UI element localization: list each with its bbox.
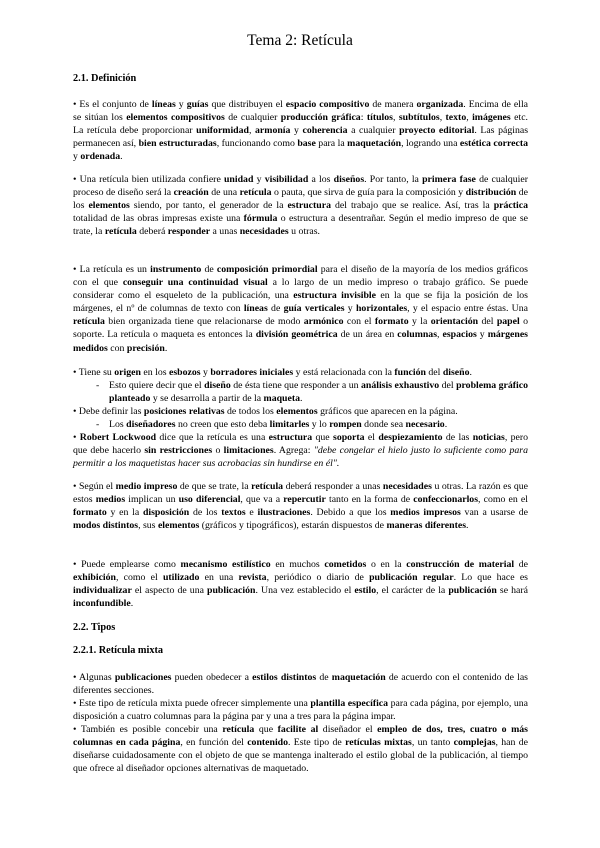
paragraph: • La retícula es un instrumento de composición primordial para el diseño de la mayoría de los medios gráficos con el que conseguir una continuidad visual a lo largo de un medio impreso o trabajo gráfico. Se puede considerar como el esqueleto de la publicación, una estructura invisible en la que se fija la posición de los márgenes, el nº de columnas de texto con líneas de guía verticales y horizontales, y el espacio entre éstas. Una retícula bien organizada tiene que relacionarse de modo armónico con el formato y la orientación del papel o soporte. La retícula o maqueta es entonces la división geométrica de un área en columnas, espacios y márgenes medidos con precisión. [73,264,528,354]
paragraph: • Tiene su origen en los esbozos y borradores iniciales y está relacionada con la función del diseño. [73,367,472,378]
paragraph: • Algunas publicaciones pueden obedecer a estilos distintos de maquetación de acuerdo con el contenido de las diferentes secciones. [73,672,528,697]
paragraph: • Este tipo de retícula mixta puede ofrecer simplemente una plantilla específica para cada página, por ejemplo, una disposición a cuatro columnas para la página par y una a tres para la página impar. [73,698,528,723]
paragraph: • Robert Lockwood dice que la retícula es una estructura que soporta el despiezamiento de las noticias, pero que debe hacerlo sin restricciones o limitaciones. Agrega: "debe congelar el hielo justo lo suficiente como para permitir a los maquetistas hacer sus acrobacias sin hundirse en él". [73,432,529,470]
paragraph: • Una retícula bien utilizada confiere unidad y visibilidad a los diseños. Por tanto, la primera fase de cualquier proceso de diseño será la creación de una retícula o pauta, que sirva de guía para la composición y distribución de los elementos siendo, por tanto, el generador de la estructura del trabajo que se realice. Así, tras la práctica totalidad de las obras impresas existe una fórmula o estructura a desentrañar. Según el medio impreso de que se trate, la retícula deberá responder a unas necesidades u otras. [73,174,528,238]
paragraph: • Puede emplearse como mecanismo estilístico en muchos cometidos o en la construcción de material de exhibición, como el utilizado en una revista, periódico o diario de publicación regular. Lo que hace es individualizar el aspecto de una publicación. Una vez establecido el estilo, el carácter de la publicación se hará inconfundible. [73,559,528,610]
paragraph: • Según el medio impreso de que se trate, la retícula deberá responder a unas necesidades u otras. La razón es que estos medios implican un uso diferencial, que va a repercutir tanto en la forma de confeccionarlos, como en el formato y en la disposición de los textos e ilustraciones. Debido a que los medios impresos van a usarse de modos distintos, sus elementos (gráficos y tipográficos), estarán dispuestos de maneras diferentes. [73,481,529,532]
paragraph: • Es el conjunto de líneas y guías que distribuyen el espacio compositivo de manera organizada. Encima de ella se sitúan los elementos compositivos de cualquier producción gráfica: títulos, subtítulos, texto, imágenes etc. La retícula debe proporcionar uniformidad, armonía y coherencia a cualquier proyecto editorial. Las páginas permanecen así, bien estructuradas, funcionando como base para la maquetación, logrando una estética correcta y ordenada. [73,99,529,163]
paragraph: • Debe definir las posiciones relativas de todos los elementos gráficos que aparecen en la página. [73,406,458,417]
page-title: Tema 2: Retícula [247,32,353,49]
section-heading-tipos: 2.2. Tipos [73,622,116,633]
section-heading-definicion: 2.1. Definición [73,73,137,84]
sub-item: - Los diseñadores no creen que esto deba limitarles y lo rompen donde sea necesario. [73,418,528,431]
subsection-heading-reticula-mixta: 2.2.1. Retícula mixta [73,645,164,656]
sub-item: - Esto quiere decir que el diseño de ésta tiene que responder a un análisis exhaustivo del problema gráfico planteado y se desarrolla a partir de la maqueta. [73,379,528,405]
paragraph: • También es posible concebir una retícula que facilite al diseñador el empleo de dos, tres, cuatro o más columnas en cada página, en función del contenido. Este tipo de retículas mixtas, un tanto complejas, han de diseñarse cuidadosamente con el objeto de que se mantenga inalterado el estilo global de la publicación, al tiempo que ofrece al diseñador opciones alternativas de maquetado. [73,724,528,775]
